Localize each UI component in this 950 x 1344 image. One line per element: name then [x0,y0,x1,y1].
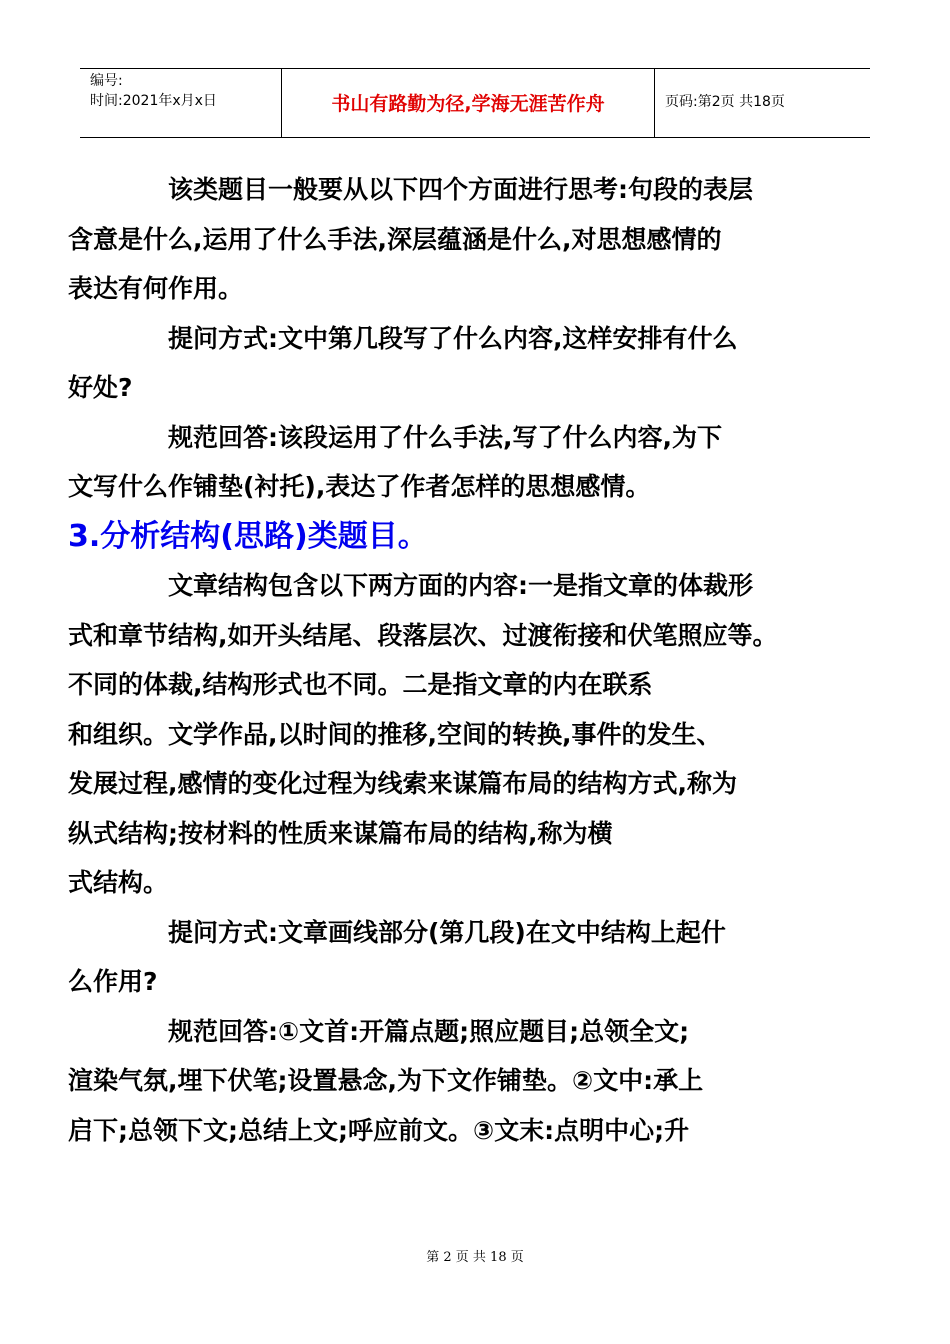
body-line: 含意是什么,运用了什么手法,深层蕴涵是什么,对思想感情的 [68,224,722,254]
body-line: 文章结构包含以下两方面的内容:一是指文章的体裁形 [168,571,753,600]
doc-date-label: 时间:2021年x月x日 [90,93,217,109]
body-line: 式和章节结构,如开头结尾、段落层次、过渡衔接和伏笔照应等。 [68,620,778,650]
header-page-cell [655,69,870,137]
body-line: 规范回答:①文首:开篇点题;照应题目;总领全文; [168,1016,690,1046]
document-body [68,165,898,1155]
body-line: 好处? [68,373,133,402]
doc-number-label: 编号: [90,73,123,89]
body-line: 和组织。文学作品,以时间的推移,空间的转换,事件的发生、 [68,719,722,749]
body-line: 纵式结构;按材料的性质来谋篇布局的结构,称为横 [68,818,613,848]
body-line: 式结构。 [68,868,169,897]
header-table [80,68,870,138]
motto-text: 书山有路勤为径,学海无涯苦作舟 [331,93,605,115]
body-line: 提问方式:文章画线部分(第几段)在文中结构上起什 [168,917,726,947]
body-line: 表达有何作用。 [68,274,244,303]
body-line: 发展过程,感情的变化过程为线索来谋篇布局的结构方式,称为 [68,769,737,798]
body-line: 么作用? [68,967,158,996]
header-meta-cell [80,69,282,137]
body-line: 渲染气氛,埋下伏笔;设置悬念,为下文作铺垫。②文中:承上 [68,1066,704,1095]
body-line: 启下;总领下文;总结上文;呼应前文。③文末:点明中心;升 [68,1115,690,1145]
body-line: 该类题目一般要从以下四个方面进行思考:句段的表层 [168,175,753,204]
body-line: 规范回答:该段运用了什么手法,写了什么内容,为下 [168,422,722,452]
body-line: 文写什么作铺垫(衬托),表达了作者怎样的思想感情。 [68,472,651,501]
body-line: 提问方式:文中第几段写了什么内容,这样安排有什么 [168,323,738,353]
page-info: 页码:第2页 共18页 [665,94,785,110]
page-footer: 第 2 页 共 18 页 [426,1250,524,1265]
body-line: 不同的体裁,结构形式也不同。二是指文章的内在联系 [68,670,653,699]
section-heading: 3.分析结构(思路)类题目。 [68,518,428,554]
header-motto-cell [282,69,655,137]
